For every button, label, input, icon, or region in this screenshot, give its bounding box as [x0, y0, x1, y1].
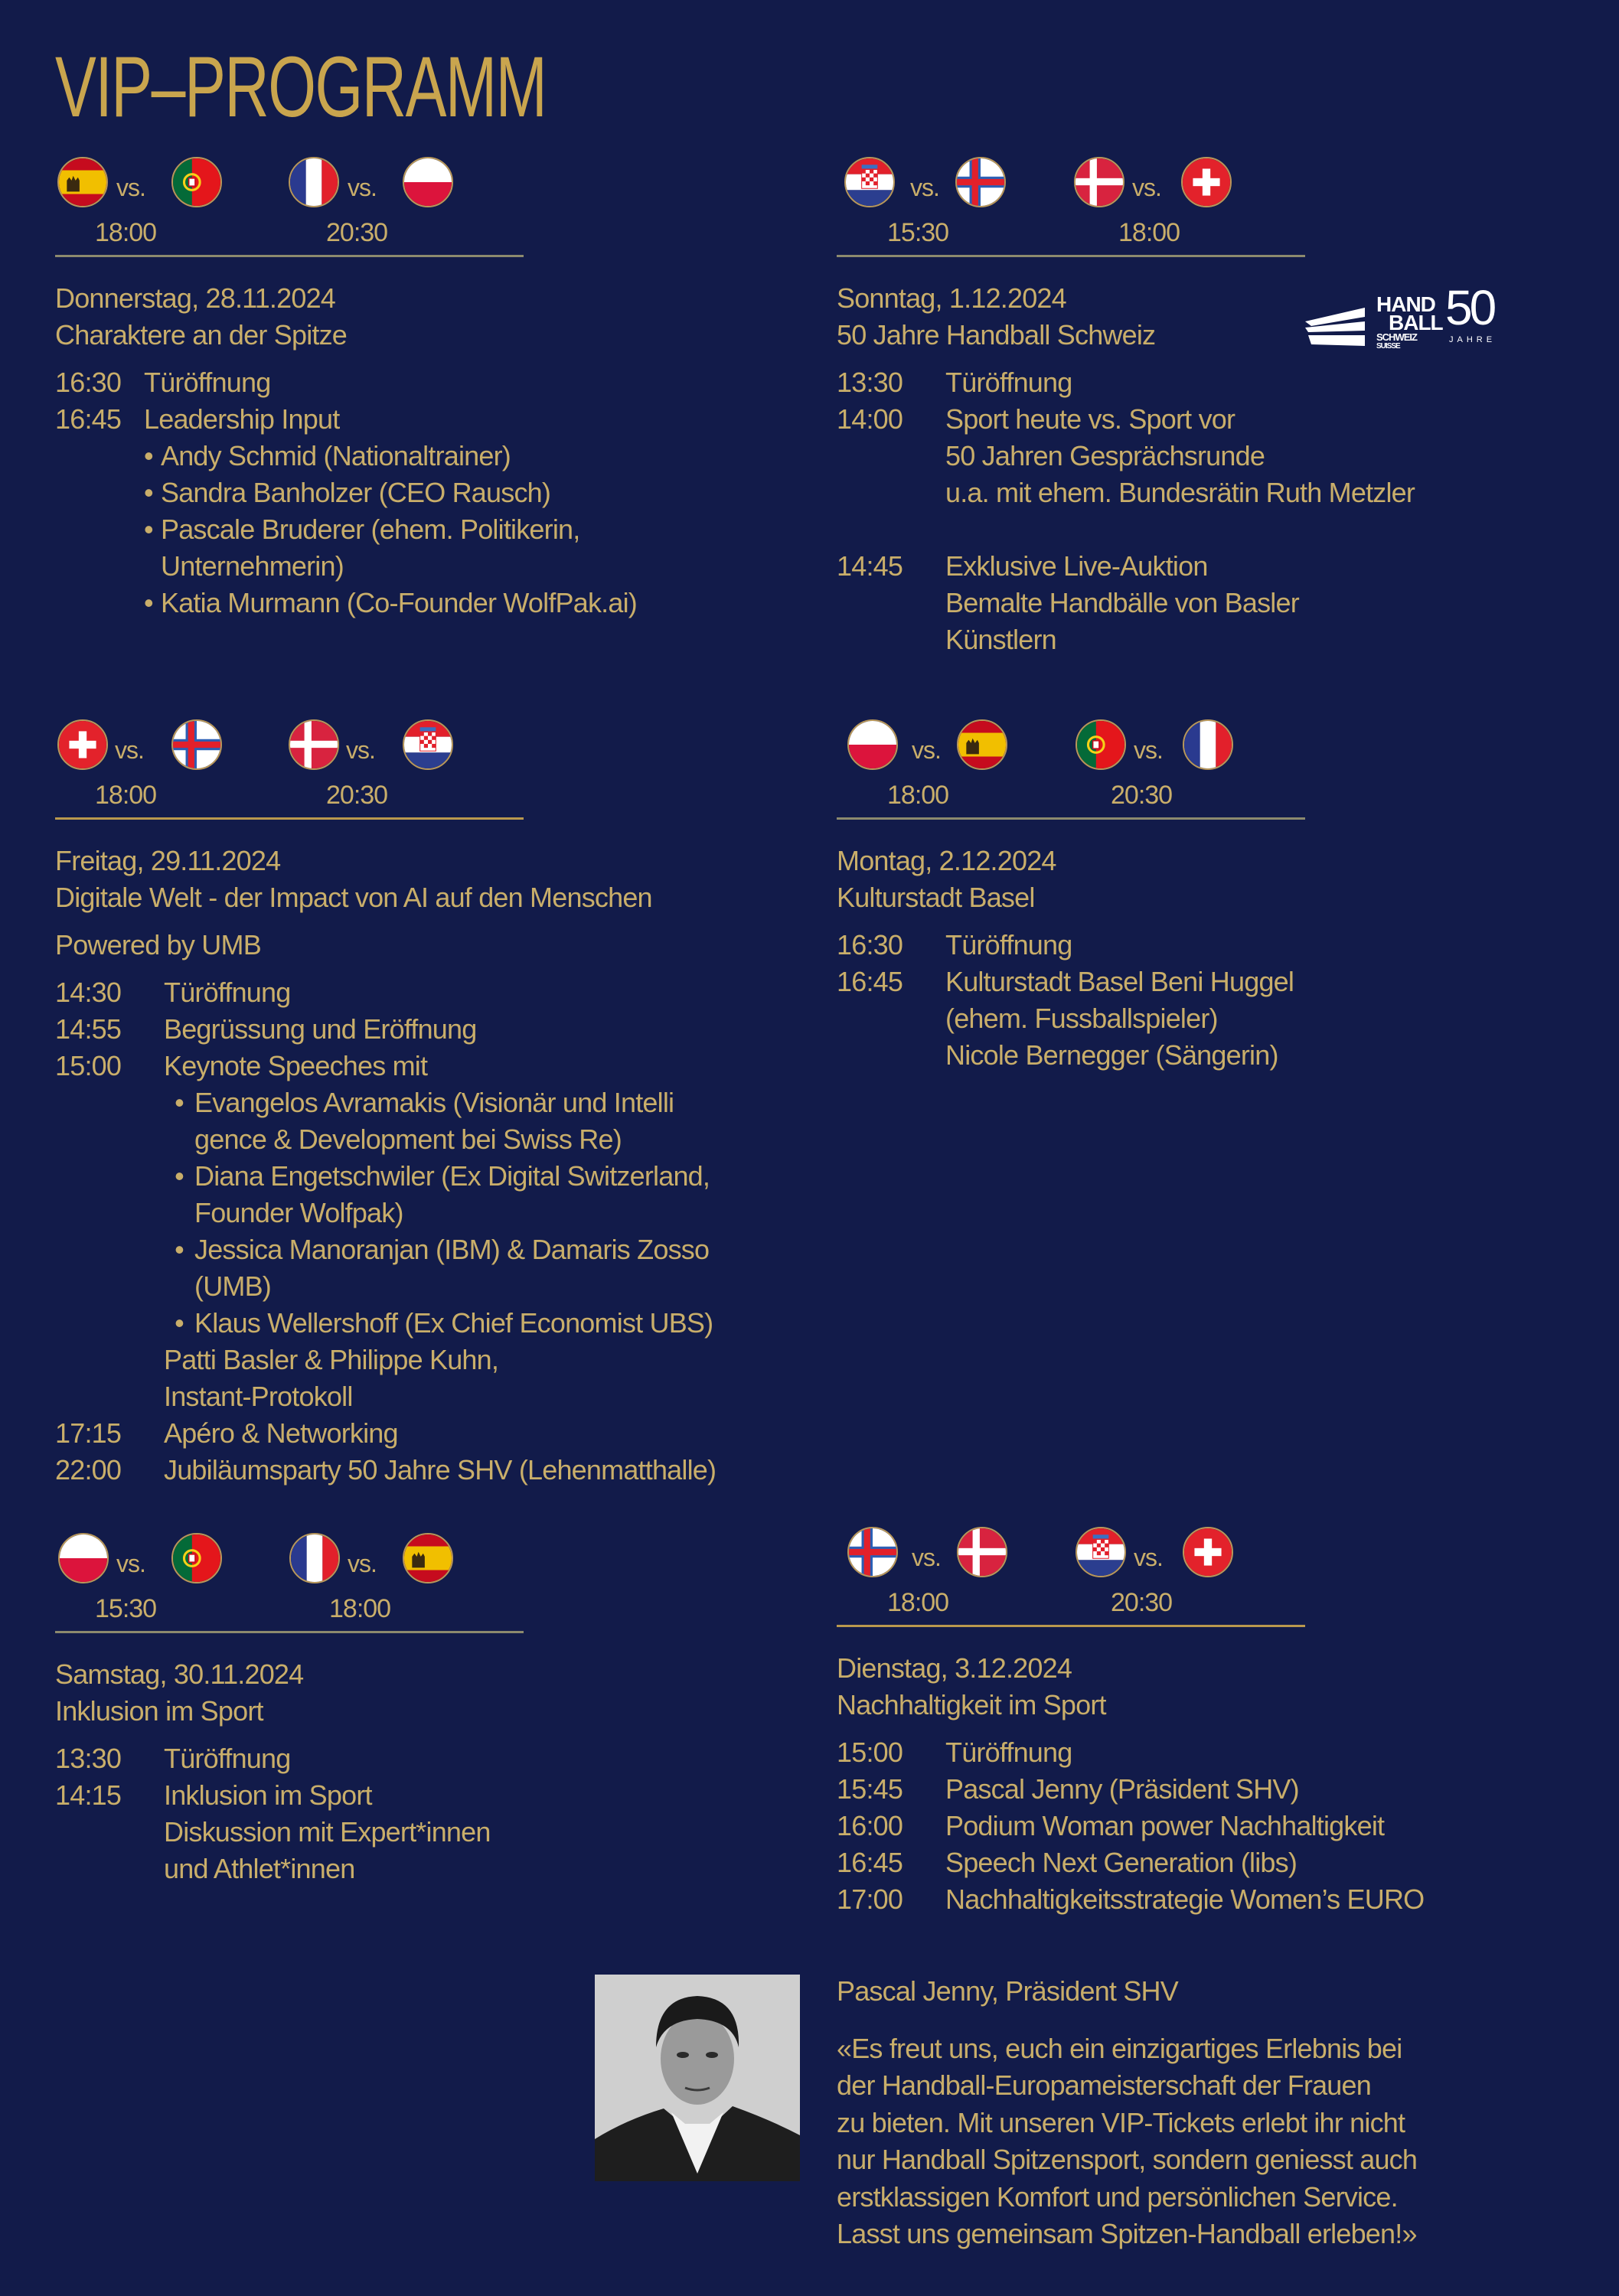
logo-ball: BALL	[1389, 311, 1443, 334]
match-2	[286, 157, 516, 253]
divider	[837, 817, 1305, 820]
vs-label: vs.	[348, 1550, 377, 1577]
day-theme: 50 Jahre Handball Schweiz	[837, 319, 1156, 351]
schedule-item	[55, 974, 790, 1011]
section-monday	[837, 719, 1572, 1074]
logo-schweiz: SCHWEIZ	[1376, 331, 1417, 343]
schedule-item	[55, 1452, 790, 1489]
match-row	[837, 719, 1572, 815]
day-theme: Charaktere an der Spitze	[55, 319, 348, 351]
item-text: Keynote Speeches mit	[164, 1050, 428, 1081]
item-text: Apéro & Networking	[164, 1417, 398, 1449]
logo-50: 50	[1445, 280, 1494, 335]
schedule-item	[837, 1881, 1572, 1918]
section-sunday	[837, 157, 1572, 658]
schedule-item	[55, 1777, 790, 1887]
day-theme: Nachhaltigkeit im Sport	[837, 1689, 1106, 1720]
vs-label: vs.	[912, 736, 941, 764]
item-text: Türöffnung	[945, 367, 1072, 398]
item-text: Türöffnung	[945, 1737, 1072, 1768]
denmark-flag-icon	[289, 719, 339, 770]
item-time: 13:30	[837, 367, 903, 398]
person-portrait-icon	[595, 1975, 800, 2181]
handball-schweiz-50-logo	[1304, 280, 1503, 361]
schedule-item	[837, 401, 1572, 511]
item-text: Podium Woman power Nachhaltigkeit	[945, 1810, 1385, 1841]
day-date: Samstag, 30.11.2024	[55, 1658, 304, 1690]
bullet-item: • Andy Schmid (Nationaltrainer)	[144, 440, 511, 471]
quote-text: «Es freut uns, euch ein einzigartiges Erlebnis bei der Handball-Europameisterschaft der Frauen zu bieten. Mit unseren VIP-Tickets erlebt ihr nicht nur Handball Spitzensport, sondern geniesst auch erstklassigen Komfort und persönlichen Service. Lasst uns gemeinsam Spitzen-Handball erleben!»	[837, 2032, 1418, 2249]
match-time: 18:00	[887, 781, 949, 810]
day-date: Sonntag, 1.12.2024	[837, 282, 1066, 314]
match-row	[837, 157, 1572, 253]
denmark-flag-icon	[1074, 157, 1124, 207]
match-time: 18:00	[95, 781, 157, 810]
portugal-flag-icon	[171, 1533, 222, 1583]
match-row	[55, 1533, 790, 1629]
match-2	[1076, 719, 1305, 815]
schedule-item	[837, 548, 1572, 658]
match-time: 18:00	[887, 1588, 949, 1617]
match-time: 15:30	[95, 1594, 157, 1623]
match-1	[837, 1527, 1066, 1623]
item-text: Begrüssung und Eröffnung	[164, 1013, 477, 1045]
switzerland-flag-icon	[57, 719, 108, 770]
match-time: 18:00	[95, 218, 157, 247]
divider	[837, 1625, 1305, 1627]
match-time: 20:30	[326, 218, 388, 247]
item-text: Sport heute vs. Sport vor 50 Jahren Gesprächsrunde u.a. mit ehem. Bundesrätin Ruth Metzler	[945, 403, 1415, 508]
schedule-item	[837, 1771, 1572, 1808]
item-text: Nachhaltigkeitsstrategie Women’s EURO	[945, 1883, 1425, 1915]
item-text: Leadership Input	[144, 403, 340, 435]
match-row	[55, 157, 790, 253]
match-2	[286, 1533, 516, 1629]
logo-hand: HAND	[1376, 292, 1435, 316]
match-1	[837, 719, 1066, 815]
schedule-item	[837, 1844, 1572, 1881]
faroe-islands-flag-icon	[847, 1527, 898, 1577]
match-1	[55, 1533, 285, 1629]
day-date: Dienstag, 3.12.2024	[837, 1652, 1072, 1684]
item-time: 15:00	[55, 1050, 122, 1081]
croatia-flag-icon	[403, 719, 453, 770]
vs-label: vs.	[910, 174, 939, 201]
section-tuesday	[837, 1527, 1572, 1918]
poland-flag-icon	[403, 157, 453, 207]
vs-label: vs.	[348, 174, 377, 201]
bullet-item: • Katia Murmann (Co-Founder WolfPak.ai)	[144, 587, 637, 618]
schedule-item	[55, 1011, 790, 1048]
day-date: Donnerstag, 28.11.2024	[55, 282, 336, 314]
match-time: 18:00	[1118, 218, 1180, 247]
switzerland-flag-icon	[1181, 157, 1232, 207]
item-time: 14:15	[55, 1779, 122, 1811]
logo-suisse: SUISSE	[1376, 342, 1400, 351]
schedule-item	[55, 1740, 790, 1777]
vs-label: vs.	[912, 1544, 941, 1571]
spain-flag-icon	[957, 719, 1007, 770]
item-text: Türöffnung	[164, 1743, 291, 1774]
france-flag-icon	[289, 157, 339, 207]
item-time: 14:00	[837, 403, 903, 435]
item-time: 14:30	[55, 977, 122, 1008]
sponsor-line: Powered by UMB	[55, 929, 261, 960]
quote-block	[837, 1973, 1602, 2253]
item-time: 17:00	[837, 1883, 903, 1915]
item-time: 16:45	[55, 403, 122, 435]
item-text: Inklusion im Sport Diskussion mit Expert*innen und Athlet*innen	[164, 1779, 491, 1884]
item-time: 13:30	[55, 1743, 122, 1774]
divider	[55, 255, 524, 257]
day-date: Freitag, 29.11.2024	[55, 845, 281, 876]
item-text: Türöffnung	[164, 977, 291, 1008]
speaker-item: • Klaus Wellershoff (Ex Chief Economist UBS)	[175, 1307, 713, 1339]
item-text: Pascal Jenny (Präsident SHV)	[945, 1773, 1299, 1805]
page-title: VIP–PROGRAMM	[55, 39, 547, 135]
portrait-photo	[595, 1975, 800, 2181]
switzerland-flag-icon	[1183, 1527, 1233, 1577]
match-1	[55, 719, 285, 815]
vs-label: vs.	[1132, 174, 1161, 201]
croatia-flag-icon	[844, 157, 895, 207]
schedule-item	[837, 1734, 1572, 1771]
match-row	[55, 719, 790, 815]
schedule-item	[837, 364, 1572, 401]
section-friday	[55, 719, 790, 1489]
match-2	[286, 719, 516, 815]
vs-label: vs.	[1134, 1544, 1163, 1571]
item-time: 16:30	[837, 929, 903, 960]
item-time: 22:00	[55, 1454, 122, 1486]
divider	[55, 1631, 524, 1633]
schedule-item	[837, 964, 1572, 1074]
item-time: 16:45	[837, 966, 903, 997]
speaker-item: • Evangelos Avramakis (Visionär und Intelli gence & Development bei Swiss Re)	[175, 1087, 674, 1155]
match-time: 20:30	[1111, 781, 1173, 810]
match-2	[1074, 157, 1304, 253]
day-theme: Digitale Welt - der Impact von AI auf den Menschen	[55, 882, 652, 913]
france-flag-icon	[289, 1533, 340, 1583]
croatia-flag-icon	[1076, 1527, 1126, 1577]
match-2	[1076, 1527, 1305, 1623]
bullet-continuation: Unternehmerin)	[161, 550, 344, 582]
match-row	[837, 1527, 1572, 1623]
spain-flag-icon	[57, 157, 108, 207]
match-time: 20:30	[1111, 1588, 1173, 1617]
section-saturday	[55, 1533, 790, 1887]
poland-flag-icon	[847, 719, 898, 770]
item-time: 17:15	[55, 1417, 122, 1449]
item-time: 16:00	[837, 1810, 903, 1841]
schedule-item	[837, 927, 1572, 964]
faroe-islands-flag-icon	[955, 157, 1006, 207]
day-date: Montag, 2.12.2024	[837, 845, 1056, 876]
match-time: 18:00	[329, 1594, 391, 1623]
vs-label: vs.	[115, 736, 144, 764]
bullet-item: • Pascale Bruderer (ehem. Politikerin,	[144, 514, 580, 545]
faroe-islands-flag-icon	[171, 719, 222, 770]
match-1	[837, 157, 1066, 253]
denmark-flag-icon	[957, 1527, 1007, 1577]
item-text: Türöffnung	[945, 929, 1072, 960]
item-text: Türöffnung	[144, 367, 271, 398]
speaker-item: • Diana Engetschwiler (Ex Digital Switzerland, Founder Wolfpak)	[175, 1160, 710, 1228]
quote-author: Pascal Jenny, Präsident SHV	[837, 1975, 1178, 2007]
section-thursday	[55, 157, 790, 621]
item-text: Exklusive Live-Auktion Bemalte Handbälle von Basler Künstlern	[945, 550, 1299, 655]
day-theme: Kulturstadt Basel	[837, 882, 1035, 913]
vs-label: vs.	[116, 174, 145, 201]
moderators: Patti Basler & Philippe Kuhn, Instant-Protokoll	[164, 1344, 499, 1412]
vs-label: vs.	[346, 736, 375, 764]
item-time: 16:45	[837, 1847, 903, 1878]
spain-flag-icon	[403, 1533, 453, 1583]
france-flag-icon	[1183, 719, 1233, 770]
schedule-item	[55, 1415, 790, 1452]
day-theme: Inklusion im Sport	[55, 1695, 263, 1727]
schedule-item	[837, 1808, 1572, 1844]
item-text: Speech Next Generation (libs)	[945, 1847, 1297, 1878]
divider	[55, 817, 524, 820]
item-time: 16:30	[55, 367, 122, 398]
portugal-flag-icon	[171, 157, 222, 207]
item-text: Jubiläumsparty 50 Jahre SHV (Lehenmatthalle)	[164, 1454, 716, 1486]
item-time: 14:45	[837, 550, 903, 582]
bullet-item: • Sandra Banholzer (CEO Rausch)	[144, 477, 551, 508]
match-1	[55, 157, 285, 253]
item-time: 15:45	[837, 1773, 903, 1805]
item-time: 14:55	[55, 1013, 122, 1045]
schedule-item	[55, 1048, 790, 1084]
speaker-item: • Jessica Manoranjan (IBM) & Damaris Zosso (UMB)	[175, 1234, 710, 1302]
vs-label: vs.	[116, 1550, 145, 1577]
schedule-item	[55, 401, 790, 438]
item-text: Kulturstadt Basel Beni Huggel (ehem. Fussballspieler) Nicole Bernegger (Sängerin)	[945, 966, 1294, 1071]
match-time: 20:30	[326, 781, 388, 810]
logo-jahre: JAHRE	[1449, 335, 1497, 344]
schedule-item	[55, 364, 790, 401]
item-time: 15:00	[837, 1737, 903, 1768]
divider	[837, 255, 1305, 257]
match-time: 15:30	[887, 218, 949, 247]
vs-label: vs.	[1134, 736, 1163, 764]
poland-flag-icon	[58, 1533, 109, 1583]
portugal-flag-icon	[1076, 719, 1126, 770]
